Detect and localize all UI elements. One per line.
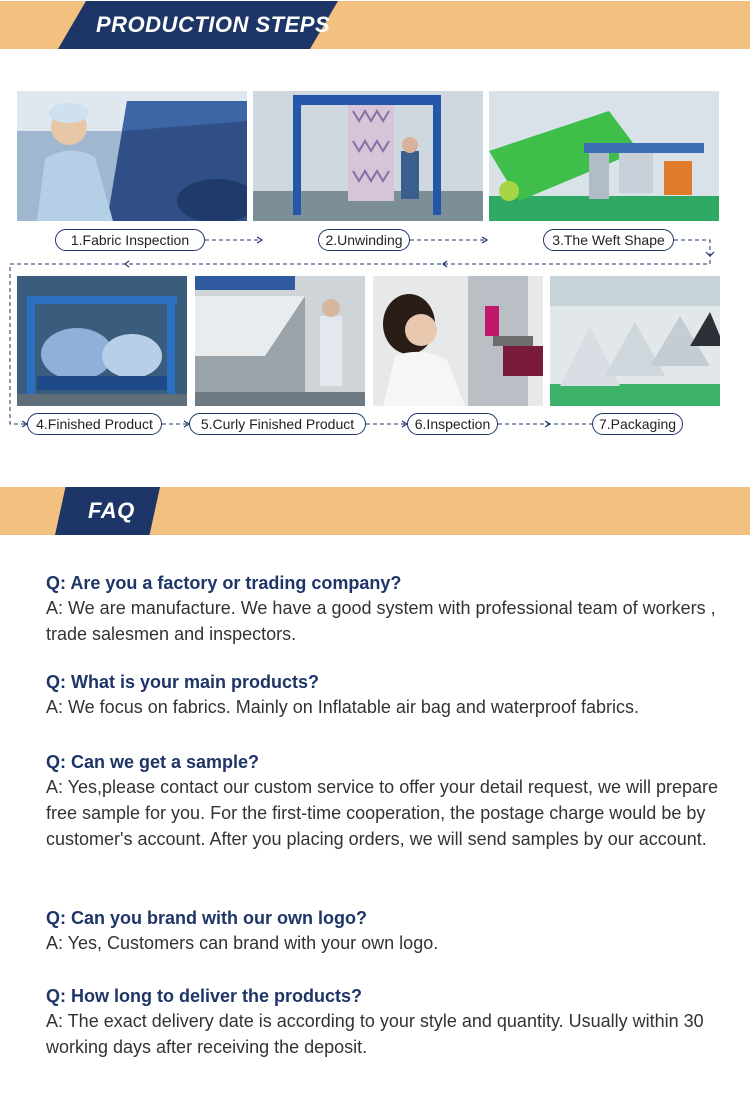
faq-question: Q: Can you brand with our own logo? [46, 908, 367, 928]
step-2-label: 2.Unwinding [318, 229, 410, 251]
faq-banner [0, 487, 750, 535]
faq-question: Q: What is your main products? [46, 672, 320, 692]
step-5-label: 5.Curly Finished Product [189, 413, 366, 435]
faq-answer: A: The exact delivery date is according to your style and quantity. Usually within 30 working days after receiving the deposit. [46, 1011, 704, 1057]
faq-answer: A: We focus on fabrics. Mainly on Inflatable air bag and waterproof fabrics. [46, 697, 639, 717]
faq-answer: A: Yes,please contact our custom service to offer your detail request, we will prepare free sample for you. For the first-time cooperation, the postage charge would be by customer's account. After you placing orders, we will send samples by our account. [46, 777, 719, 849]
faq-question: Q: How long to deliver the products? [46, 986, 363, 1006]
step-1-label: 1.Fabric Inspection [55, 229, 205, 251]
step-7-label: 7.Packaging [592, 413, 683, 435]
faq-item [46, 571, 726, 647]
step-6-label: 6.Inspection [407, 413, 498, 435]
faq-question: Q: Are you a factory or trading company? [46, 573, 402, 593]
step-4-photo [17, 276, 187, 406]
faq-title: FAQ [88, 498, 135, 523]
step-7-photo [550, 276, 720, 406]
faq-item [46, 984, 726, 1060]
step-5-photo [195, 276, 365, 406]
faq-item [46, 670, 726, 720]
faq-answer: A: Yes, Customers can brand with your own logo. [46, 933, 439, 953]
step-3-label: 3.The Weft Shape [543, 229, 674, 251]
faq-item [46, 906, 726, 956]
faq-answer: A: We are manufacture. We have a good system with professional team of workers , trade salesmen and inspectors. [46, 598, 716, 644]
step-4-label: 4.Finished Product [27, 413, 162, 435]
production-steps-title: PRODUCTION STEPS [96, 12, 331, 37]
step-6-photo [373, 276, 543, 406]
faq-question: Q: Can we get a sample? [46, 752, 260, 772]
faq-item [46, 750, 726, 852]
